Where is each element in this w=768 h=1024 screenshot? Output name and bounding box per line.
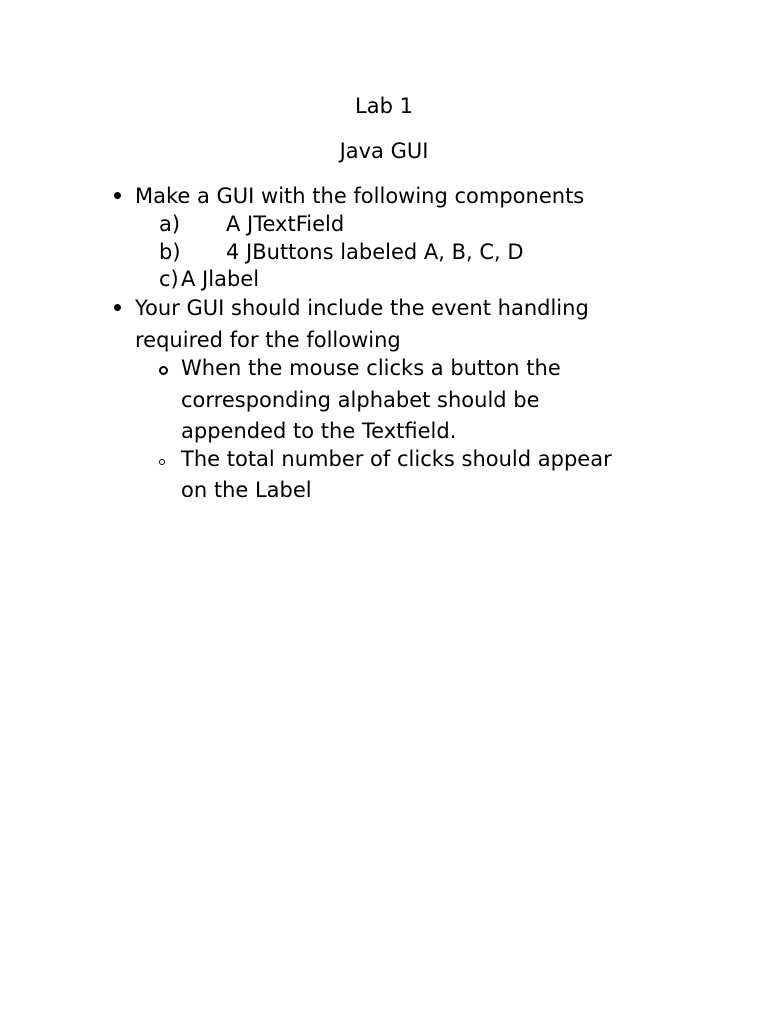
sub-item-b-marker: b) [159, 240, 181, 264]
list-item-2-text-line1: Your GUI should include the event handling [135, 296, 589, 320]
sub-bullet-1-line1: When the mouse clicks a button the [181, 356, 561, 380]
sub-item-c-marker: c) [159, 267, 179, 291]
sub-bullet-2-line2: on the Label [181, 478, 312, 502]
hollow-bullet-icon [159, 366, 168, 375]
hollow-bullet-icon [159, 459, 165, 465]
sub-bullet-1-line2: corresponding alphabet should be [181, 388, 540, 412]
bullet-icon [114, 192, 121, 199]
document-title: Lab 1 [355, 94, 413, 118]
list-item-2-text-line2: required for the following [135, 328, 401, 352]
list-item-1-text: Make a GUI with the following components [135, 184, 585, 208]
bullet-icon [114, 304, 121, 311]
sub-bullet-2-line1: The total number of clicks should appear [181, 447, 612, 471]
sub-bullet-1-line3: appended to the Textfield. [181, 419, 457, 443]
sub-item-c-text: A Jlabel [181, 267, 260, 291]
document-subtitle: Java GUI [339, 139, 429, 163]
sub-item-b-text: 4 JButtons labeled A, B, C, D [226, 240, 524, 264]
sub-item-a-marker: a) [159, 212, 181, 236]
sub-item-a-text: A JTextField [226, 212, 345, 236]
